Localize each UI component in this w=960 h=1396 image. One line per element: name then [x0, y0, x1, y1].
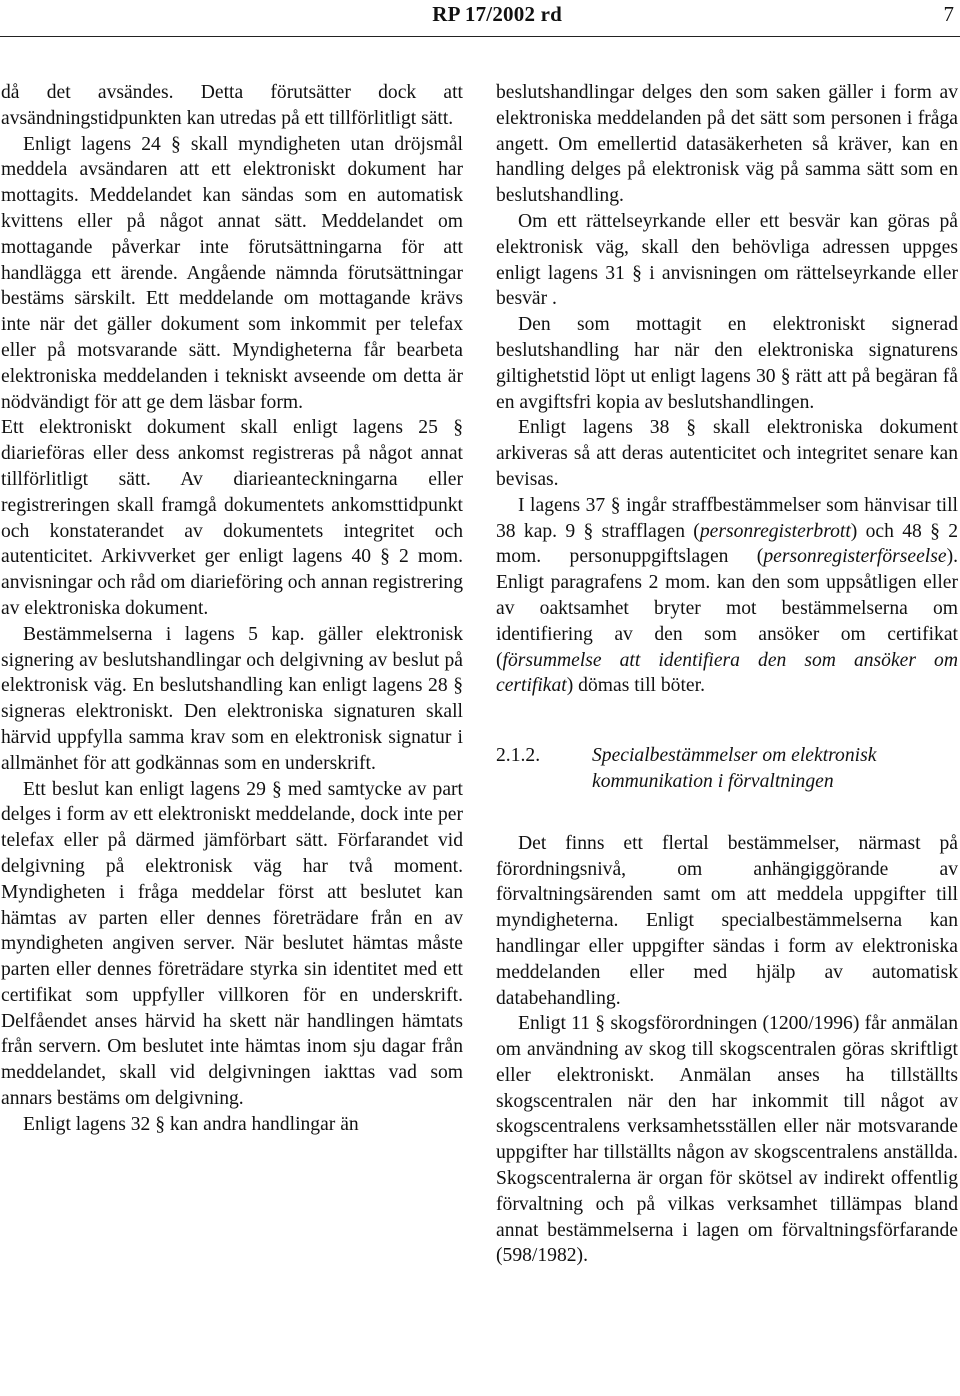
paragraph: Ett beslut kan enligt lagens 29 § med samtycke av part delges i form av ett elektroniskt meddelande, dock inte per telefax eller på därmed jämförbart sätt. Förfarandet vid delgivning på elektronisk väg har två moment. Myndigheten i fråga meddelar först att beslutet kan hämtas av parten eller dennes företrädare från en av myndigheten angiven server. När beslutet hämtas måste parten eller dennes företrädare styrka sin identitet med ett certifikat som uppfyller villkoren för en underskrift. Delfåendet anses härvid ha skett när handlingen hämtats från servern. Om beslutet inte hämtas inom sju dagar från meddelandet, skall vid delgivningen iakttas vad som annars bestäms om delgivning.	[1, 778, 463, 1110]
paragraph: Om ett rättelseyrkande eller ett besvär kan göras på elektronisk väg, skall den behövliga adressen uppges enligt lagens 31 § i anvisningen om rättelseyrkande eller besvär .	[496, 210, 958, 310]
text-run: I lagens 37 § ingår straffbestämmelser som hänvisar till 38 kap. 9 § strafflagen (	[496, 494, 958, 542]
italic-term: personregisterbrott	[699, 520, 851, 542]
text-run: ) och 48 § 2 mom. personuppgiftslagen (	[496, 520, 958, 568]
section-heading	[496, 743, 958, 795]
paragraph: beslutshandlingar delges den som saken gäller i form av elektroniska meddelanden på det sätt som personen i fråga angett. Om emellertid datasäkerheten så kräver, kan en handling delges på elektronisk väg på samma sätt som en beslutshandling.	[496, 82, 958, 207]
page-header	[0, 0, 960, 26]
text-run: ) dömas till böter.	[566, 675, 705, 697]
section-number: 2.1.2.	[496, 745, 541, 767]
paragraph: Enligt lagens 24 § skall myndigheten utan dröjsmål meddela avsändaren att ett elektroniskt dokument har mottagits. Meddelandet kan sändas som en automatisk kvittens eller på något annat sätt. Meddelandet om mottagande påverkar inte förutsättningarna för att handlägga ett ärende. Angående nämnda förutsättningar bestäms särskilt. Ett meddelande om mottagande krävs inte när det gäller dokument som inkommit per telefax eller på motsvarande sätt. Myndigheterna får bearbeta elektroniska meddelanden i tekniskt avseende om detta är nödvändigt för att ge dem läsbar form.	[1, 133, 463, 413]
right-column	[496, 80, 958, 1269]
paragraph: då det avsändes. Detta förutsätter dock att avsändningstidpunkten kan utredas på ett tillförlitligt sätt.	[1, 82, 463, 129]
italic-term: försummelse att identifiera den som ansöker om certifikat	[496, 649, 958, 697]
paragraph: Bestämmelserna i lagens 5 kap. gäller elektronisk signering av beslutshandlingar och delgivning av beslut på elektronisk väg. En beslutshandling kan enligt lagens 28 § signeras elektroniskt. Den elektroniska signaturen skall härvid uppfylla samma krav som en elektronisk signatur i allmänhet för att godkännas som en underskrift.	[1, 623, 463, 774]
paragraph: Enligt lagens 32 § kan andra handlingar än	[23, 1113, 359, 1135]
document-reference: RP 17/2002 rd	[432, 2, 562, 26]
paragraph: Enligt 11 § skogsförordningen (1200/1996) får anmälan om användning av skog till skogscentralen göras skriftligt eller elektroniskt. Anmälan anses ha tillställts skogscentralen när den har inkommit till något av skogscentralens verksamhetsställen eller när motsvarande uppgifter har tillställts någon av skogscentralens anställda. Skogscentralerna är organ för skötsel av indirekt offentlig förvaltning och på vilkas verksamhet tillämpas bland annat bestämmelserna i lagen om förvaltningsförfarande (598/1982).	[496, 1013, 958, 1267]
header-rule	[0, 36, 960, 37]
text-run: ). Enligt paragrafens 2 mom. kan den som uppsåtligen eller av oaktsamhet bryter mot bestämmelserna om identifiering av den som ansöker om certifikat (	[496, 546, 958, 671]
paragraph	[496, 493, 958, 699]
paragraph: Den som mottagit en elektroniskt signerad beslutshandling har när den elektroniska signaturens giltighetstid löpt ut enligt lagens 30 § rätt att på begäran få en avgiftsfri kopia av beslutshandlingen.	[496, 314, 958, 413]
section-title: Specialbestämmelser om elektronisk kommunikation i förvaltningen	[592, 745, 877, 792]
paragraph: Det finns ett flertal bestämmelser, närmast på förordningsnivå, om anhängiggörande av förvaltningsärenden samt om att meddela uppgifter till myndigheterna. Enligt specialbestämmelserna kan handlingar eller uppgifter sändas i form av elektroniska meddelanden eller med hjälp av automatisk databehandling.	[496, 832, 958, 1009]
paragraph: Enligt lagens 38 § skall elektroniska dokument arkiveras så att deras autenticitet och integritet senare kan bevisas.	[496, 417, 958, 490]
left-column	[1, 80, 463, 1138]
paragraph: Ett elektroniskt dokument skall enligt lagens 25 § diarieföras eller dess ankomst registreras på något annat tillförlitligt sätt. Av diarieanteckningarna eller registreringen skall framgå dokumentets ankomsttidpunkt och konstaterandet av dokumentets integritet och autenticitet. Arkivverket ger enligt lagens 40 § 2 mom. anvisningar och råd om diarieföring och annan registrering av elektroniska dokument.	[1, 417, 463, 619]
italic-term: personregisterförseelse	[763, 546, 947, 568]
page-number: 7	[943, 2, 954, 26]
